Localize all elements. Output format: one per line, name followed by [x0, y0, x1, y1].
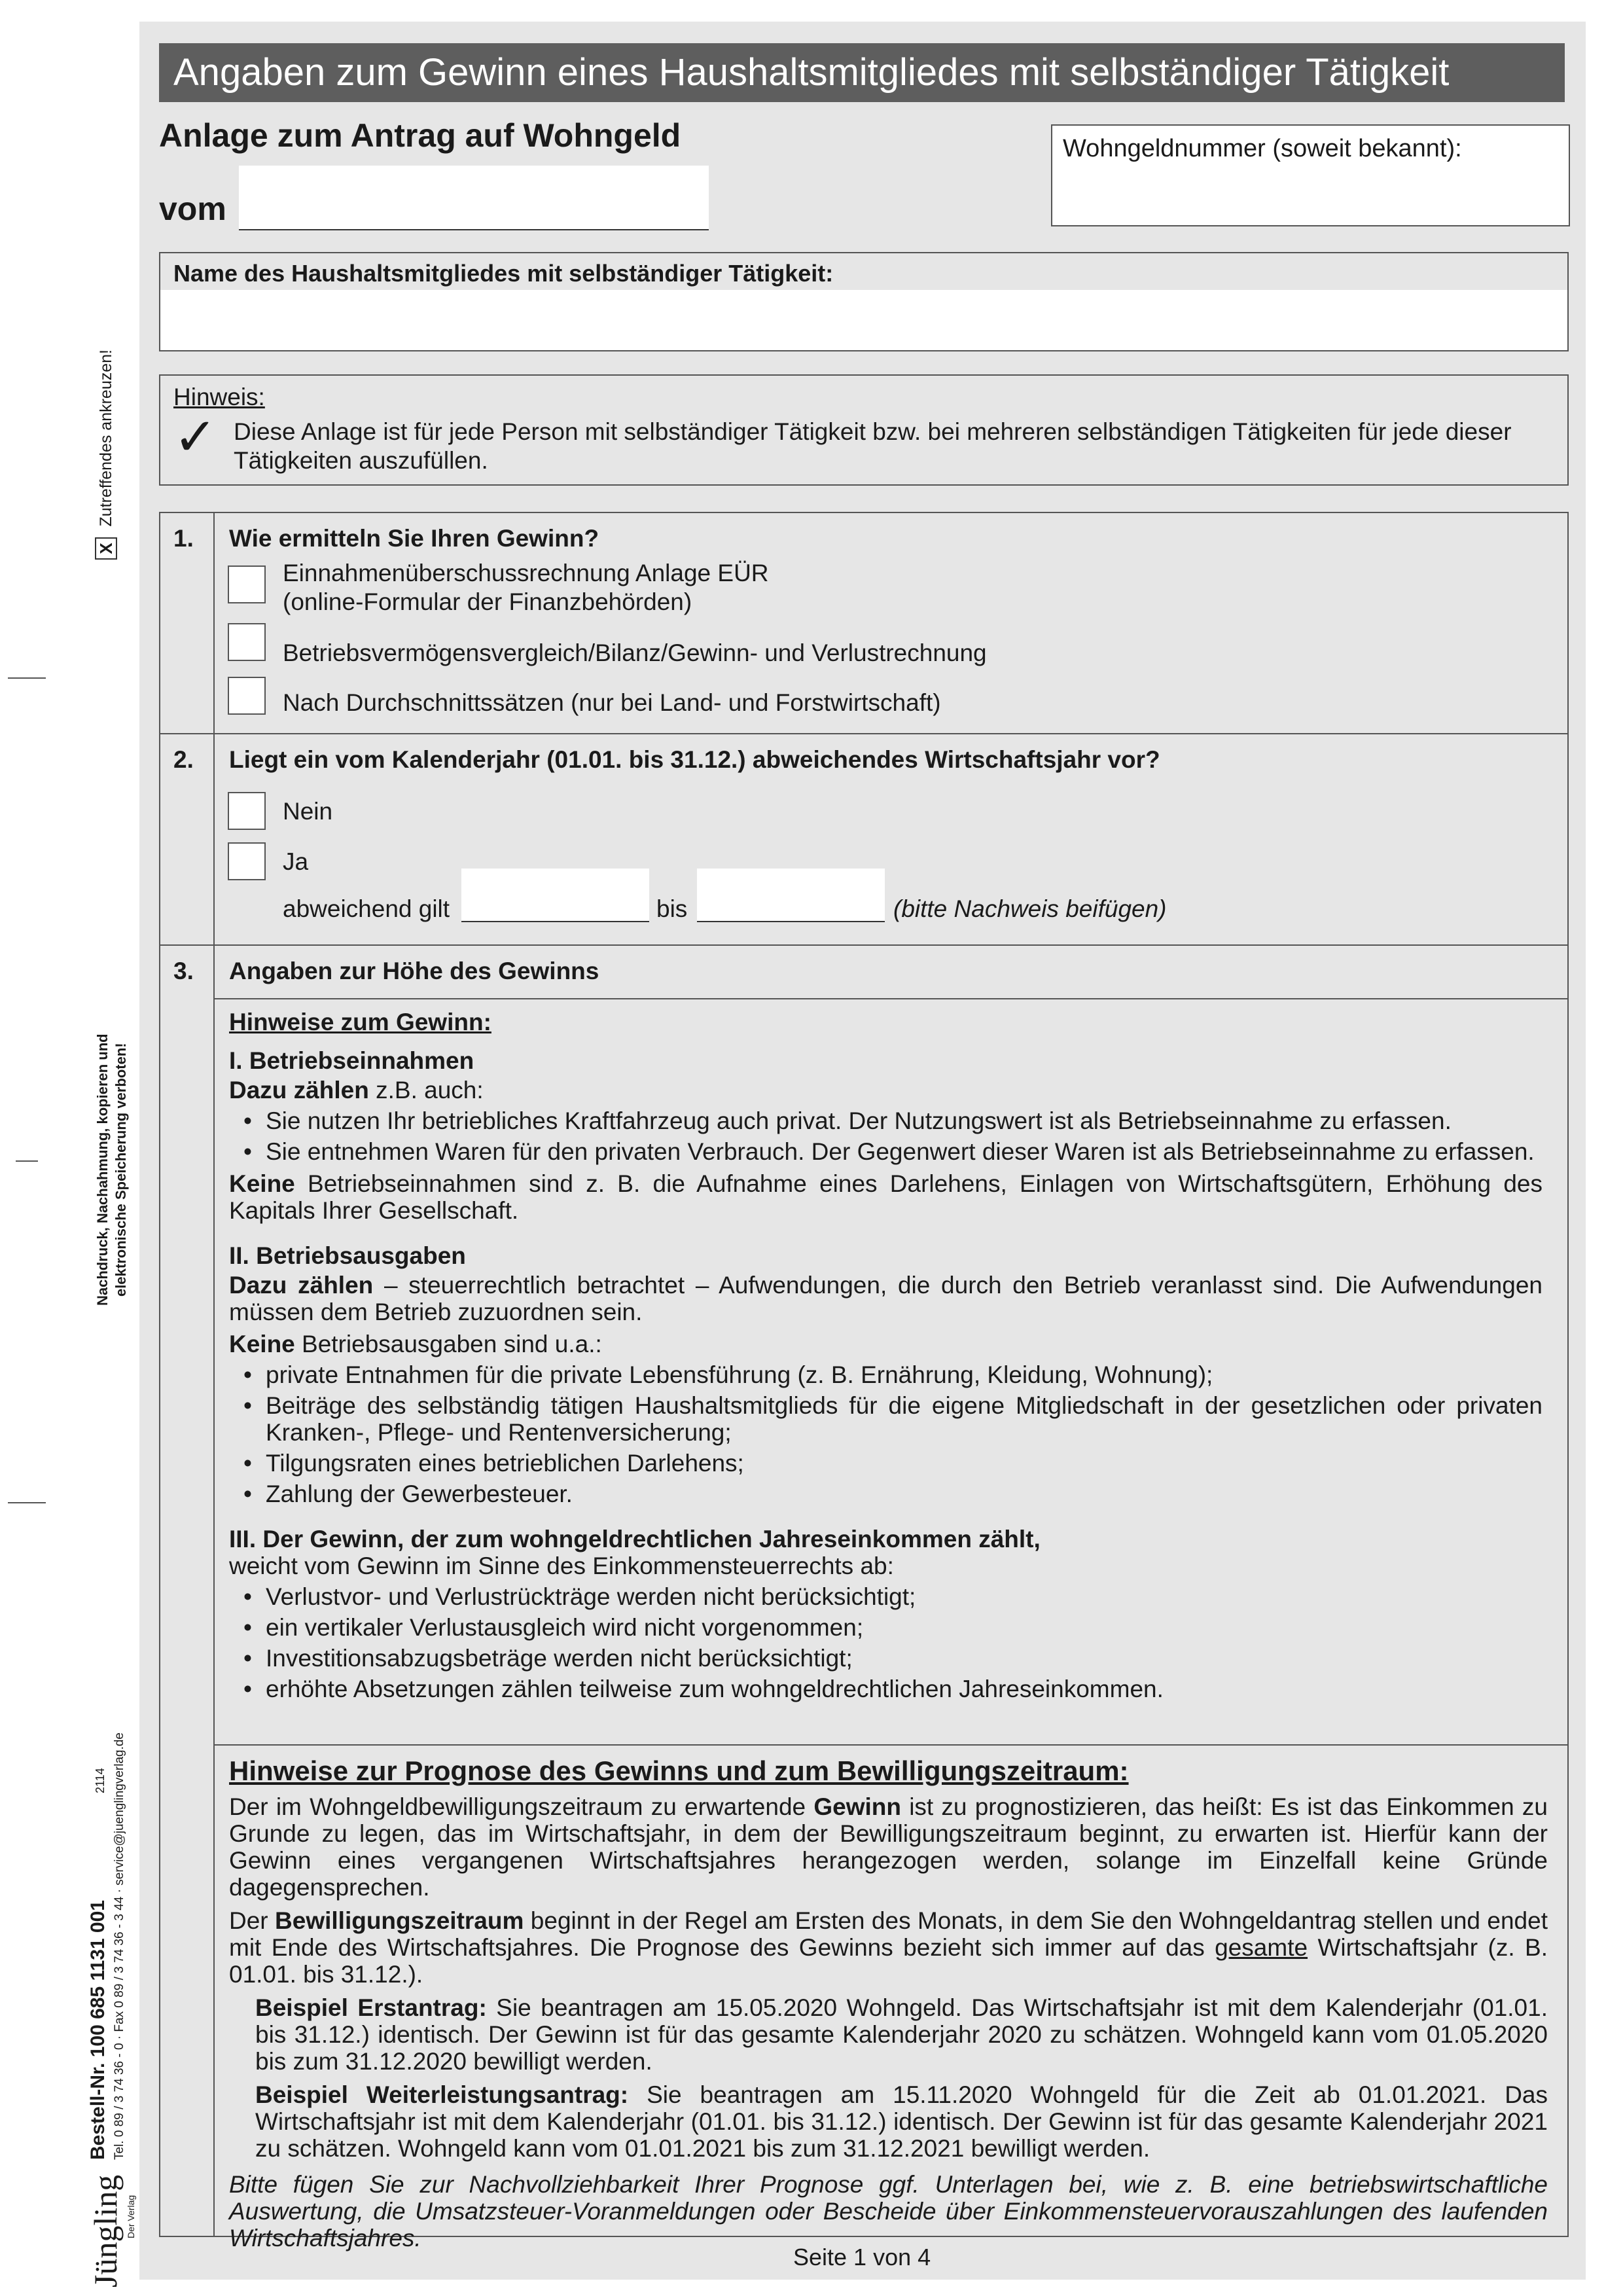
prognose-title: Hinweise zur Prognose des Gewinns und zum Bewilligungszeitraum:	[229, 1755, 1129, 1786]
hinweis-text: Diese Anlage ist für jede Person mit selbständiger Tätigkeit bzw. bei mehreren selbständigen Tätigkeiten für jede dieser Tätigkeiten auszufüllen.	[234, 418, 1512, 474]
list-item: • Zahlung der Gewerbesteuer.	[266, 1480, 1543, 1507]
option-nein: Nein	[283, 798, 333, 825]
section-2-number: 2.	[173, 746, 194, 773]
side-x-box: X	[95, 537, 117, 560]
prognose-p2-b: beginnt in der Regel am Ersten des Monats, in dem Sie den Wohngeldantrag stellen und endet mit Ende des Wirtschaftsjahres. Die Prognose des Gewinns bezieht sich immer auf das	[229, 1907, 1548, 1961]
list-item: • Tilgungsraten eines betrieblichen Darlehens;	[266, 1450, 1543, 1477]
form-subtitle: Anlage zum Antrag auf Wohngeld	[159, 117, 681, 154]
wohngeldnummer-label: Wohngeldnummer (soweit bekannt):	[1063, 135, 1462, 162]
gewinn-jahreseinkommen-list	[229, 1583, 1543, 1702]
section-1	[159, 512, 1569, 734]
section-3-number: 3.	[173, 958, 194, 984]
section-2-question: Liegt ein vom Kalenderjahr (01.01. bis 31.12.) abweichendes Wirtschaftsjahr vor?	[229, 746, 1160, 773]
hinweise-gewinn-title: Hinweise zum Gewinn:	[229, 1009, 491, 1035]
list-item: • private Entnahmen für die private Lebensführung (z. B. Ernährung, Kleidung, Wohnung);	[266, 1361, 1543, 1388]
side-nachdruck	[94, 1033, 130, 1306]
vom-date-field[interactable]	[239, 166, 709, 230]
option-ja: Ja	[283, 848, 309, 875]
checkbox-durchschnittssaetze[interactable]	[228, 677, 266, 715]
betriebsausgaben-intro-text: – steuerrechtlich betrachtet – Aufwendungen, die durch den Betrieb veranlasst sind. Die Aufwendungen müssen dem Betrieb zuzuordnen sein.	[229, 1272, 1543, 1325]
prognose-paragraph-1	[229, 1793, 1548, 1901]
betriebseinnahmen-intro-bold: Dazu zählen	[229, 1077, 369, 1103]
checkbox-bilanz[interactable]	[228, 623, 266, 661]
section-2	[159, 733, 1569, 946]
name-field[interactable]	[160, 290, 1567, 350]
betriebseinnahmen-intro-text: z.B. auch:	[368, 1077, 484, 1103]
side-nachdruck-line2: elektronische Speicherung verboten!	[113, 1043, 129, 1297]
betriebseinnahmen-list	[229, 1107, 1543, 1165]
option-euer-line2: (online-Formular der Finanzbehörden)	[283, 588, 692, 615]
name-label: Name des Haushaltsmitgliedes mit selbständiger Tätigkeit:	[173, 260, 834, 287]
nachweis-note: (bitte Nachweis beifügen)	[893, 895, 1167, 922]
list-item: • Beiträge des selbständig tätigen Haushaltsmitglieds für die eigene Mitgliedschaft in der gesetzlichen oder privaten Kranken-, Pflege- und Rentenversicherung;	[266, 1392, 1543, 1446]
checkmark-icon: ✓	[173, 408, 218, 466]
betriebsausgaben-intro-bold: Dazu zählen	[229, 1272, 374, 1299]
option-euer	[283, 559, 769, 617]
betriebsausgaben-keine	[229, 1331, 1543, 1357]
section-1-number: 1.	[173, 525, 194, 552]
publisher-logo	[86, 2175, 124, 2287]
checkbox-euer[interactable]	[228, 565, 266, 603]
gewinn-jahreseinkommen-title: III. Der Gewinn, der zum wohngeldrechtlichen Jahreseinkommen zählt,	[229, 1526, 1041, 1552]
beispiel-weiterleistungsantrag-title: Beispiel Weiterleistungsantrag:	[255, 2081, 629, 2108]
fold-mark-1	[8, 677, 46, 679]
publisher-sub: Der Verlag	[126, 2195, 136, 2238]
prognose-p2-underline: gesamte	[1215, 1934, 1308, 1961]
prognose-p2-bold: Bewilligungszeitraum	[275, 1907, 524, 1934]
name-section	[159, 252, 1569, 351]
section-3	[159, 944, 1569, 2251]
abweichend-bis-field[interactable]	[697, 869, 885, 922]
side-zutreffendes	[95, 350, 117, 560]
prognose-p1-a: Der im Wohngeldbewilligungszeitraum zu erwartende	[229, 1793, 814, 1820]
wohngeldnummer-field[interactable]	[1051, 124, 1570, 226]
prognose-p2-a: Der	[229, 1907, 276, 1934]
list-item: • Investitionsabzugsbeträge werden nicht berücksichtigt;	[266, 1645, 1543, 1672]
beispiel-weiterleistungsantrag-text: Sie beantragen am 15.11.2020 Wohngeld für die Zeit ab 01.01.2021. Das Wirtschaftsjahr ist mit dem Kalenderjahr (01.01. bis 31.12.) identisch. Der Gewinn ist für das gesamte Kalenderjahr 2021 zu schätzen. Wohngeld kann vom 01.01.2021 bis zum 31.12.2021 bewilligt werden.	[255, 2081, 1548, 2162]
option-bilanz: Betriebsvermögensvergleich/Bilanz/Gewinn- und Verlustrechnung	[283, 639, 987, 666]
hinweise-gewinn-content	[229, 1009, 1543, 1702]
section-1-question: Wie ermitteln Sie Ihren Gewinn?	[229, 525, 599, 552]
beispiel-weiterleistungsantrag	[255, 2081, 1548, 2162]
hinweise-gewinn-box	[213, 998, 1567, 1746]
form-title: Angaben zum Gewinn eines Haushaltsmitgliedes mit selbständiger Tätigkeit	[159, 43, 1565, 102]
betriebseinnahmen-keine-text: Betriebseinnahmen sind z. B. die Aufnahme eines Darlehens, Einlagen von Wirtschaftsgütern, Erhöhung des Kapitals Ihrer Gesellschaft.	[229, 1170, 1543, 1224]
beispiel-erstantrag-title: Beispiel Erstantrag:	[255, 1994, 487, 2021]
list-item: • Verlustvor- und Verlustrückträge werden nicht berücksichtigt;	[266, 1583, 1543, 1610]
prognose-p1-b: ist zu prognostizieren, das heißt: Es ist das Einkommen zu Grunde zu legen, das im Wirtschaftsjahr, in dem der Bewilligungszeitraum beginnt, zu erwarten ist. Hierfür kann der Gewinn eines vergangenen Wirtschaftsjahres herangezogen werden, solange im Einzelfall keine Gründe dagegensprechen.	[229, 1793, 1548, 1901]
prognose-paragraph-2	[229, 1907, 1548, 1988]
hinweis-box	[159, 374, 1569, 486]
betriebseinnahmen-intro	[229, 1077, 1543, 1103]
betriebsausgaben-title: II. Betriebsausgaben	[229, 1242, 466, 1269]
betriebsausgaben-keine-bold: Keine	[229, 1331, 295, 1357]
bis-label: bis	[656, 895, 688, 922]
abweichend-label: abweichend gilt	[283, 895, 450, 922]
betriebsausgaben-keine-text: Betriebsausgaben sind u.a.:	[294, 1331, 602, 1357]
betriebsausgaben-intro	[229, 1272, 1543, 1325]
section-3-number-col	[160, 946, 215, 2236]
prognose-p1-bold: Gewinn	[813, 1793, 901, 1820]
list-item: • Sie entnehmen Waren für den privaten Verbrauch. Der Gegenwert dieser Waren ist als Betriebseinnahme zu erfassen.	[266, 1138, 1543, 1165]
fold-mark-2	[8, 1502, 46, 1503]
prognose-content	[229, 1757, 1548, 2251]
list-item: • ein vertikaler Verlustausgleich wird nicht vorgenommen;	[266, 1614, 1543, 1641]
checkbox-ja[interactable]	[228, 842, 266, 880]
beispiel-erstantrag-text: Sie beantragen am 15.05.2020 Wohngeld. Das Wirtschaftsjahr ist mit dem Kalenderjahr (01.01. bis 31.12.) identisch. Der Gewinn ist für das gesamte Kalenderjahr 2020 zu schätzen. Wohngeld kann vom 01.05.2020 bis zum 31.12.2020 bewilligt werden.	[255, 1994, 1548, 2075]
list-item: • Sie nutzen Ihr betriebliches Kraftfahrzeug auch privat. Der Nutzungswert ist als Betriebseinnahme zu erfassen.	[266, 1107, 1543, 1134]
hinweis-label: Hinweis:	[173, 384, 265, 410]
betriebsausgaben-list	[229, 1361, 1543, 1507]
betriebseinnahmen-keine-bold: Keine	[229, 1170, 295, 1197]
betriebseinnahmen-keine	[229, 1170, 1543, 1224]
betriebseinnahmen-title: I. Betriebseinnahmen	[229, 1047, 474, 1074]
list-item: • erhöhte Absetzungen zählen teilweise zum wohngeldrechtlichen Jahreseinkommen.	[266, 1676, 1543, 1702]
section-3-title: Angaben zur Höhe des Gewinns	[229, 958, 599, 984]
beispiel-erstantrag	[255, 1994, 1548, 2075]
gewinn-jahreseinkommen-intro: weicht vom Gewinn im Sinne des Einkommensteuerrechts ab:	[229, 1552, 894, 1579]
punch-mark	[16, 1160, 38, 1162]
option-euer-line1: Einnahmenüberschussrechnung Anlage EÜR	[283, 560, 769, 586]
prognose-closing: Bitte fügen Sie zur Nachvollziehbarkeit Ihrer Prognose ggf. Unterlagen bei, wie z. B. eine betriebswirtschaftliche Auswertung, die Umsatzsteuer-Voranmeldungen oder Bescheide über Einkommensteuervorauszahlungen des laufenden Wirtschaftsjahres.	[229, 2171, 1548, 2251]
publisher-name: Jüngling	[87, 2174, 124, 2287]
side-contact: Tel. 0 89 / 3 74 36 - 0 · Fax 0 89 / 3 74 36 - 3 44 · service@juenglingverlag.de	[113, 1732, 126, 2160]
vom-label: vom	[159, 190, 226, 227]
option-durchschnittssaetze: Nach Durchschnittssätzen (nur bei Land- und Forstwirtschaft)	[283, 689, 941, 716]
abweichend-von-field[interactable]	[461, 869, 649, 922]
prognose-p2-c: Wirtschaftsjahr (z. B. 01.01. bis 31.12.).	[229, 1934, 1548, 1988]
prognose-box	[213, 1744, 1567, 2251]
side-code: 2114	[94, 1768, 107, 1793]
side-nachdruck-line1: Nachdruck, Nachahmung, kopieren und	[94, 1033, 111, 1306]
checkbox-nein[interactable]	[228, 792, 266, 830]
side-zutreffendes-text: Zutreffendes ankreuzen!	[96, 350, 115, 527]
page-number: Seite 1 von 4	[793, 2244, 931, 2270]
side-bestell: Bestell-Nr. 100 685 1131 001	[87, 1900, 109, 2160]
